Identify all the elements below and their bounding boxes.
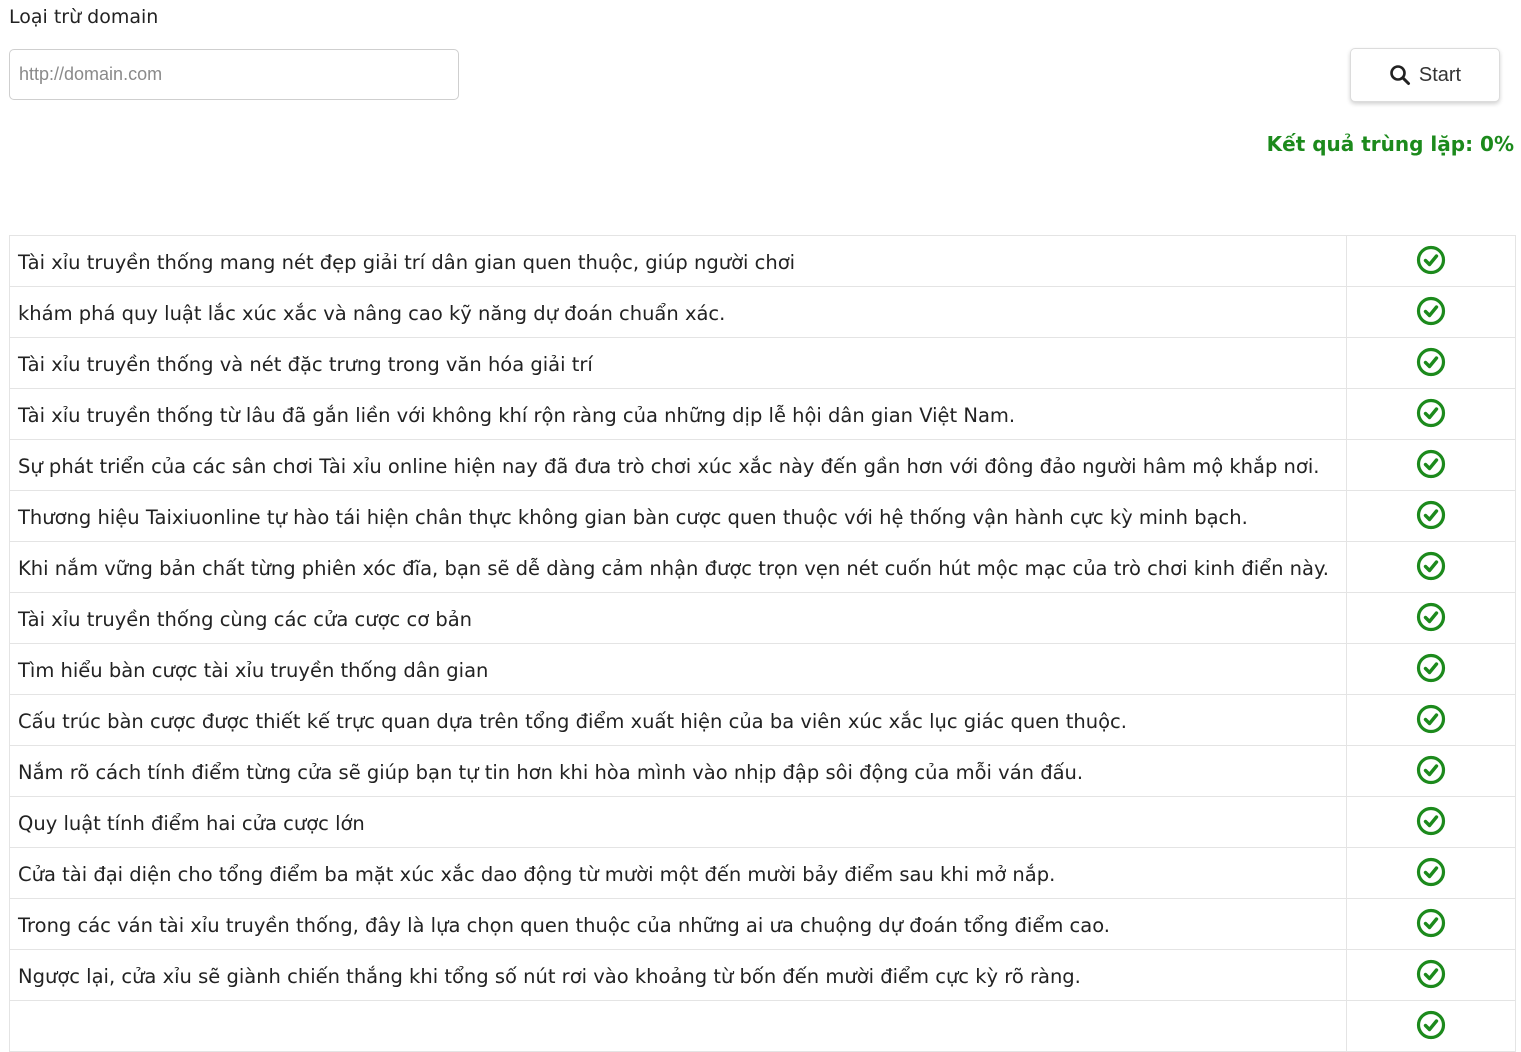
results-table [9, 235, 1516, 1052]
status-cell [1347, 287, 1516, 338]
search-icon [1389, 64, 1411, 86]
check-circle-icon [1416, 296, 1446, 326]
table-row [10, 491, 1516, 542]
status-cell [1347, 1001, 1516, 1052]
status-cell [1347, 491, 1516, 542]
status-cell [1347, 797, 1516, 848]
status-cell [1347, 899, 1516, 950]
exclude-domain-label: Loại trừ domain [9, 6, 159, 28]
table-row [10, 1001, 1516, 1052]
sentence-cell: Ngược lại, cửa xỉu sẽ giành chiến thắng khi tổng số nút rơi vào khoảng từ bốn đến mười điểm cực kỳ rõ ràng. [10, 950, 1347, 1001]
check-circle-icon [1416, 602, 1446, 632]
table-row [10, 287, 1516, 338]
check-circle-icon [1416, 908, 1446, 938]
start-button[interactable] [1350, 48, 1500, 102]
check-circle-icon [1416, 755, 1446, 785]
check-circle-icon [1416, 806, 1446, 836]
table-row [10, 644, 1516, 695]
sentence-cell: Tài xỉu truyền thống và nét đặc trưng trong văn hóa giải trí [10, 338, 1347, 389]
table-row [10, 389, 1516, 440]
check-circle-icon [1416, 1010, 1446, 1040]
check-circle-icon [1416, 857, 1446, 887]
table-row [10, 797, 1516, 848]
check-circle-icon [1416, 245, 1446, 275]
table-row [10, 950, 1516, 1001]
check-circle-icon [1416, 398, 1446, 428]
sentence-cell: Thương hiệu Taixiuonline tự hào tái hiện chân thực không gian bàn cược quen thuộc với hệ thống vận hành cực kỳ minh bạch. [10, 491, 1347, 542]
check-circle-icon [1416, 704, 1446, 734]
table-row [10, 236, 1516, 287]
status-cell [1347, 746, 1516, 797]
sentence-cell: Sự phát triển của các sân chơi Tài xỉu online hiện nay đã đưa trò chơi xúc xắc này đến gần hơn với đông đảo người hâm mộ khắp nơi. [10, 440, 1347, 491]
sentence-cell: Tài xỉu truyền thống mang nét đẹp giải trí dân gian quen thuộc, giúp người chơi [10, 236, 1347, 287]
table-row [10, 746, 1516, 797]
sentence-cell: Quy luật tính điểm hai cửa cược lớn [10, 797, 1347, 848]
domain-input[interactable] [9, 49, 459, 100]
table-row [10, 848, 1516, 899]
status-cell [1347, 644, 1516, 695]
status-cell [1347, 695, 1516, 746]
check-circle-icon [1416, 551, 1446, 581]
check-circle-icon [1416, 449, 1446, 479]
table-row [10, 695, 1516, 746]
sentence-cell [10, 1001, 1347, 1052]
sentence-cell: Tìm hiểu bàn cược tài xỉu truyền thống dân gian [10, 644, 1347, 695]
status-cell [1347, 950, 1516, 1001]
status-cell [1347, 338, 1516, 389]
table-row [10, 593, 1516, 644]
sentence-cell: Nắm rõ cách tính điểm từng cửa sẽ giúp bạn tự tin hơn khi hòa mình vào nhịp đập sôi động của mỗi ván đấu. [10, 746, 1347, 797]
sentence-cell: Tài xỉu truyền thống cùng các cửa cược cơ bản [10, 593, 1347, 644]
sentence-cell: Khi nắm vững bản chất từng phiên xóc đĩa, bạn sẽ dễ dàng cảm nhận được trọn vẹn nét cuốn hút mộc mạc của trò chơi kinh điển này. [10, 542, 1347, 593]
sentence-cell: Trong các ván tài xỉu truyền thống, đây là lựa chọn quen thuộc của những ai ưa chuộng dự đoán tổng điểm cao. [10, 899, 1347, 950]
status-cell [1347, 593, 1516, 644]
table-row [10, 542, 1516, 593]
results-table-body [10, 236, 1516, 1052]
table-row [10, 899, 1516, 950]
start-button-label: Start [1418, 63, 1462, 86]
sentence-cell: Cửa tài đại diện cho tổng điểm ba mặt xúc xắc dao động từ mười một đến mười bảy điểm sau khi mở nắp. [10, 848, 1347, 899]
status-cell [1347, 542, 1516, 593]
sentence-cell: Cấu trúc bàn cược được thiết kế trực quan dựa trên tổng điểm xuất hiện của ba viên xúc xắc lục giác quen thuộc. [10, 695, 1347, 746]
sentence-cell: Tài xỉu truyền thống từ lâu đã gắn liền với không khí rộn ràng của những dịp lễ hội dân gian Việt Nam. [10, 389, 1347, 440]
status-cell [1347, 389, 1516, 440]
check-circle-icon [1416, 653, 1446, 683]
sentence-cell: khám phá quy luật lắc xúc xắc và nâng cao kỹ năng dự đoán chuẩn xác. [10, 287, 1347, 338]
check-circle-icon [1416, 500, 1446, 530]
check-circle-icon [1416, 347, 1446, 377]
table-row [10, 338, 1516, 389]
check-circle-icon [1416, 959, 1446, 989]
status-cell [1347, 236, 1516, 287]
status-cell [1347, 848, 1516, 899]
table-row [10, 440, 1516, 491]
duplicate-result-text: Kết quả trùng lặp: 0% [1266, 132, 1514, 156]
status-cell [1347, 440, 1516, 491]
